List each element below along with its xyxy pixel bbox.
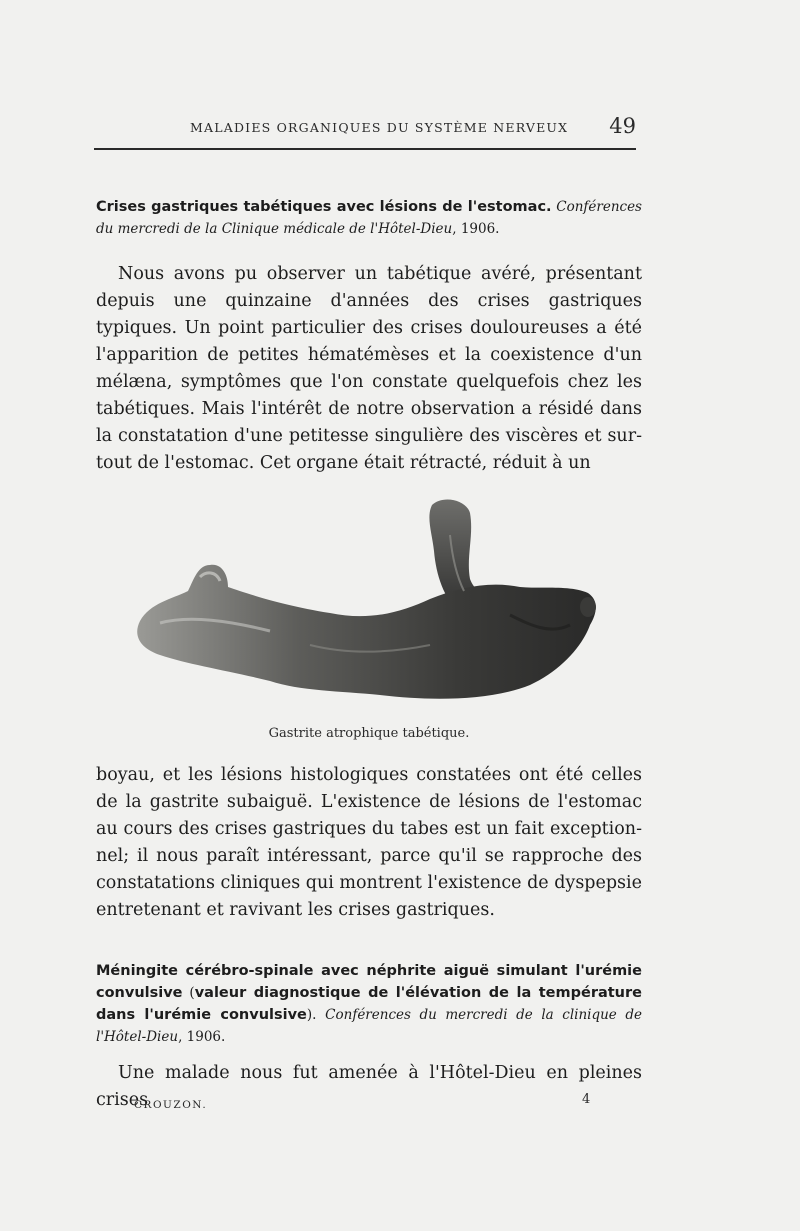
- section2-paren-bold: valeur diagnostique de l'élévation de la température dans l'urémie convulsive: [96, 985, 642, 1023]
- atrophic-stomach-illustration: [130, 495, 610, 715]
- section-title-bold: Crises gastriques tabétiques avec lésions de l'estomac.: [96, 199, 552, 215]
- paragraph-observation: Nous avons pu observer un tabétique avéré, présentant depuis une quinzaine d'années des crises gastriques typiques. Un point particulier des crises douloureuses a été l'apparition de petites hématémèses et la coexistence d'un mélæna, symptômes que l'on constate quelquefois chez les tabétiques. Mais l'intérêt de notre observation a résidé dans la constatation d'une petitesse singulière des viscères et surtout de l'estomac. Cet organe était rétracté, réduit à un: [96, 264, 642, 473]
- footer-author: CROUZON.: [134, 1099, 208, 1111]
- running-header: [94, 114, 636, 150]
- paragraph-continuation: boyau, et les lésions histologiques constatées ont été celles de la gastrite subaiguë. L'existence de lésions de l'estomac au cours des crises gastriques du tabes est un fait exceptionnel; il nous paraît intéressant, parce qu'il se rapproche des constatations cliniques qui montrent l'existence de dyspepsie entretenant et ravivant les crises gastriques.: [96, 765, 642, 920]
- footer-signature-mark: 4: [582, 1092, 591, 1107]
- figure-caption: Gastrite atrophique tabétique.: [268, 726, 470, 741]
- section-year: , 1906.: [452, 221, 500, 237]
- paragraph-patient: Une malade nous fut amenée à l'Hôtel-Dieu en pleines crises: [96, 1063, 642, 1110]
- section-heading-gastric-crises: [96, 196, 642, 240]
- stomach-figure: [130, 495, 610, 715]
- page-number: 49: [609, 114, 636, 138]
- section2-year: , 1906.: [178, 1029, 226, 1045]
- section2-source-italic: Conférences du mercredi de la clinique de l'Hôtel-Dieu: [96, 1007, 642, 1045]
- section2-paren-close: ).: [306, 1007, 317, 1023]
- section-source-italic: Conférences du mercredi de la Clinique médicale de l'Hôtel-Dieu: [96, 199, 642, 237]
- running-title: MALADIES ORGANIQUES DU SYSTÈME NERVEUX: [190, 120, 569, 135]
- section-heading-meningitis: [96, 960, 642, 1048]
- section2-paren-open: (: [189, 985, 195, 1001]
- section2-title-bold: Méningite cérébro-spinale avec néphrite aiguë simulant l'urémie convulsive: [96, 963, 642, 1001]
